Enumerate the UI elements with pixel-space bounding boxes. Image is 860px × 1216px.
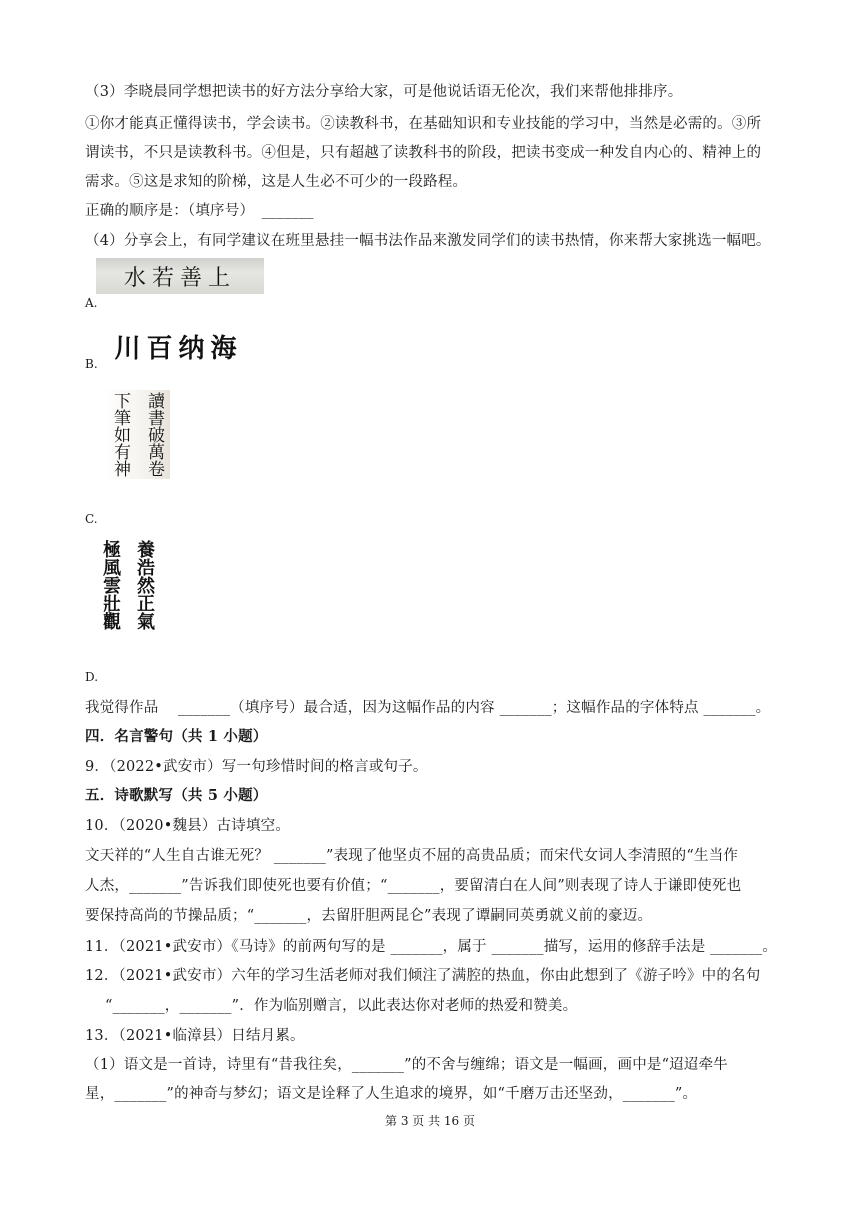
calligraphy-d-text-right: 養浩然正氣 [134, 540, 155, 630]
question-13-line-1: （1）语文是一首诗，诗里有“昔我往矣，_______”的不舍与缠绵；语文是一幅画，画中是“迢迢牵牛 [85, 1057, 729, 1073]
option-b-label: B. [85, 357, 98, 371]
calligraphy-d-text-left: 極風雲壯觀 [100, 540, 121, 630]
q3-line-2: 谓读书，不只是读教科书。④但是，只有超越了读教科书的阶段，把读书变成一种发自内心的、精神上的 [85, 145, 762, 161]
q3-title: （3）李晓晨同学想把读书的好方法分享给大家，可是他说话语无伦次，我们来帮他排排序。 [85, 84, 683, 100]
q4-title: （4）分享会上，有同学建议在班里悬挂一幅书法作品来激发同学们的读书热情，你来帮大家挑选一幅吧。 [85, 233, 771, 249]
calligraphy-option-a: 水若善上 [96, 258, 264, 294]
calligraphy-c-text-left: 下筆如有神 [110, 392, 130, 477]
question-11: 11．（2021•武安市）《马诗》的前两句写的是 _______，属于 _______描写，运用的修辞手法是 _______。 [85, 939, 778, 955]
question-10-line-2: 人杰，_______”告诉我们即使死也要有价值；“_______，要留清白在人间”则表现了诗人于谦即使死也 [85, 878, 742, 894]
question-10-title: 10．（2020•魏县）古诗填空。 [85, 818, 291, 834]
section-4-heading: 四．名言警句（共 1 小题） [85, 728, 268, 745]
section-5-heading: 五．诗歌默写（共 5 小题） [85, 787, 268, 804]
calligraphy-c-column-right [142, 392, 166, 477]
calligraphy-c-text-right: 讀書破萬卷 [144, 392, 164, 477]
calligraphy-option-d [98, 540, 156, 630]
page-footer: 第 3 页 共 16 页 [385, 1114, 475, 1128]
question-12-line-2: “_______，_______”．作为临别赠言，以此表达你对老师的热爱和赞美。 [105, 998, 578, 1014]
q3-line-3: 需求。⑤这是求知的阶梯，这是人生必不可少的一段路程。 [85, 174, 468, 190]
question-13-line-2: 星，_______”的神奇与梦幻；语文是诠释了人生追求的境界，如“千磨万击还坚劲，_______”。 [85, 1086, 698, 1102]
calligraphy-d-column-left [98, 540, 122, 630]
calligraphy-d-column-right [132, 540, 156, 630]
calligraphy-c-column-left [108, 392, 132, 477]
option-d-label: D. [85, 670, 99, 684]
option-a-label: A. [85, 296, 98, 310]
question-13-title: 13．（2021•临漳县）日结月累。 [85, 1028, 305, 1044]
q3-answer: 正确的顺序是：（填序号） _______ [85, 203, 314, 219]
option-c-label: C. [85, 512, 98, 526]
q3-line-1: ①你才能真正懂得读书，学会读书。②读教科书，在基础知识和专业技能的学习中，当然是必需的。③所 [85, 116, 762, 132]
question-10-line-1: 文天祥的“人生自古谁无死？ _______”表现了他坚贞不屈的高贵品质；而宋代女词人李清照的“生当作 [85, 848, 739, 864]
question-10-line-3: 要保持高尚的节操品质；“_______，去留肝胆两昆仑”表现了谭嗣同英勇就义前的豪迈。 [85, 908, 653, 924]
question-12-line-1: 12．（2021•武安市）六年的学习生活老师对我们倾注了满腔的热血，你由此想到了《游子吟》中的名句 [85, 968, 761, 984]
calligraphy-option-b: 川百纳海 [96, 328, 261, 364]
question-9: 9．（2022•武安市）写一句珍惜时间的格言或句子。 [85, 759, 428, 775]
calligraphy-option-c [104, 390, 170, 479]
q4-answer: 我觉得作品 _______（填序号）最合适，因为这幅作品的内容 _______；这幅作品的字体特点 _______。 [85, 700, 771, 716]
